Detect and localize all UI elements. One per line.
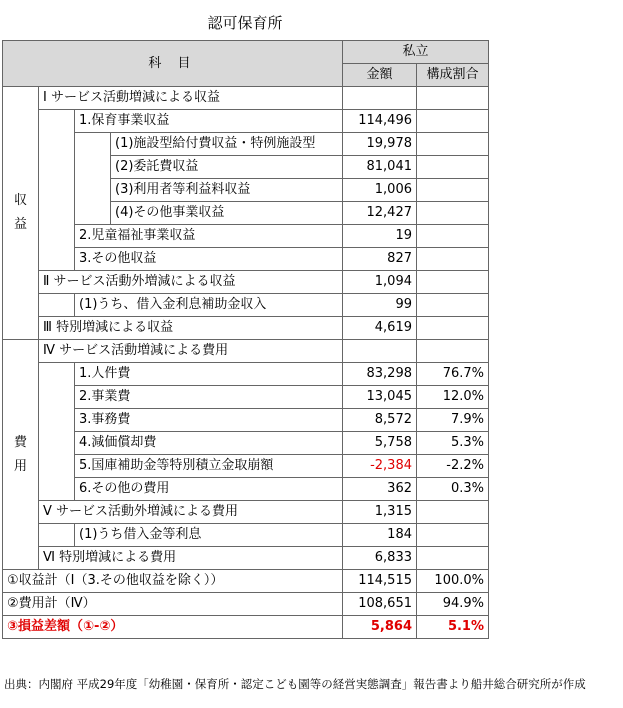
row-ratio [417, 110, 489, 133]
row-amount: 1,094 [343, 271, 417, 294]
row-ratio: 12.0% [417, 386, 489, 409]
row-ratio: 7.9% [417, 409, 489, 432]
row-amount: 1,006 [343, 179, 417, 202]
profit-difference-label: ③損益差額（①-②） [3, 616, 343, 639]
row-amount: 4,619 [343, 317, 417, 340]
row-amount: 362 [343, 478, 417, 501]
row-label: 3.その他収益 [75, 248, 343, 271]
row-amount: 19 [343, 225, 417, 248]
row-amount: 114,496 [343, 110, 417, 133]
total-row [3, 570, 489, 593]
row-ratio [417, 294, 489, 317]
row-ratio: 76.7% [417, 363, 489, 386]
row-label: (1)うち借入金等利息 [75, 524, 343, 547]
total-expense-ratio: 94.9% [417, 593, 489, 616]
table-row [3, 432, 489, 455]
table-row [3, 271, 489, 294]
row-amount: 1,315 [343, 501, 417, 524]
row-ratio [417, 501, 489, 524]
table-row [3, 455, 489, 478]
row-label: (3)利用者等利益料収益 [111, 179, 343, 202]
row-label: 2.事業費 [75, 386, 343, 409]
row-ratio [417, 547, 489, 570]
header-subject: 科 目 [3, 41, 343, 87]
row-label: 6.その他の費用 [75, 478, 343, 501]
row-amount: 13,045 [343, 386, 417, 409]
table-row [3, 340, 489, 363]
table-row [3, 478, 489, 501]
table-row [3, 110, 489, 133]
row-ratio [417, 248, 489, 271]
total-revenue-amount: 114,515 [343, 570, 417, 593]
source-note: 出典：内閣府 平成29年度「幼稚園・保育所・認定こども園等の経営実態調査」報告書より船井総合研究所が作成 [4, 677, 586, 691]
row-ratio [417, 225, 489, 248]
total-row [3, 616, 489, 639]
row-label: Ⅲ 特別増減による収益 [39, 317, 343, 340]
row-label: 2.児童福祉事業収益 [75, 225, 343, 248]
table-row [3, 363, 489, 386]
row-amount: 6,833 [343, 547, 417, 570]
row-label: (1)うち、借入金利息補助金収入 [75, 294, 343, 317]
row-ratio [417, 133, 489, 156]
category-revenue: 収 益 [3, 87, 39, 340]
table-row [3, 547, 489, 570]
row-amount: 827 [343, 248, 417, 271]
table-row [3, 225, 489, 248]
total-revenue-ratio: 100.0% [417, 570, 489, 593]
row-label: Ⅵ 特別増減による費用 [39, 547, 343, 570]
row-amount [343, 87, 417, 110]
total-expense-amount: 108,651 [343, 593, 417, 616]
row-ratio [417, 271, 489, 294]
row-amount: 83,298 [343, 363, 417, 386]
header-ratio: 構成割合 [417, 64, 489, 87]
table-row [3, 87, 489, 110]
table-row [3, 133, 489, 156]
row-amount: 81,041 [343, 156, 417, 179]
table-row [3, 524, 489, 547]
row-amount [343, 340, 417, 363]
table-row [3, 294, 489, 317]
table-row [3, 386, 489, 409]
row-label: 4.減価償却費 [75, 432, 343, 455]
total-revenue-label: ①収益計（Ⅰ（3.その他収益を除く）） [3, 570, 343, 593]
row-amount: 8,572 [343, 409, 417, 432]
row-ratio [417, 340, 489, 363]
row-ratio [417, 317, 489, 340]
table-row [3, 501, 489, 524]
row-ratio [417, 179, 489, 202]
row-amount: -2,384 [343, 455, 417, 478]
header-group: 私立 [343, 41, 489, 64]
row-amount: 5,758 [343, 432, 417, 455]
category-expense: 費 用 [3, 340, 39, 570]
row-label: 1.保育事業収益 [75, 110, 343, 133]
table-title: 認可保育所 [207, 14, 283, 32]
row-amount: 184 [343, 524, 417, 547]
table-row [3, 409, 489, 432]
row-ratio: 5.3% [417, 432, 489, 455]
header-amount: 金額 [343, 64, 417, 87]
row-ratio: -2.2% [417, 455, 489, 478]
row-label: 5.国庫補助金等特別積立金取崩額 [75, 455, 343, 478]
row-ratio [417, 524, 489, 547]
row-label: 3.事務費 [75, 409, 343, 432]
total-row [3, 593, 489, 616]
profit-difference-amount: 5,864 [343, 616, 417, 639]
row-amount: 12,427 [343, 202, 417, 225]
profit-difference-ratio: 5.1% [417, 616, 489, 639]
row-label: Ⅰ サービス活動増減による収益 [39, 87, 343, 110]
total-expense-label: ②費用計（Ⅳ） [3, 593, 343, 616]
table-row [3, 317, 489, 340]
row-amount: 99 [343, 294, 417, 317]
row-label: (2)委託費収益 [111, 156, 343, 179]
row-label: Ⅳ サービス活動増減による費用 [39, 340, 343, 363]
row-label: (4)その他事業収益 [111, 202, 343, 225]
row-label: Ⅱ サービス活動外増減による収益 [39, 271, 343, 294]
row-label: Ⅴ サービス活動外増減による費用 [39, 501, 343, 524]
table-row [3, 248, 489, 271]
financial-table [2, 40, 489, 639]
row-label: (1)施設型給付費収益・特例施設型 [111, 133, 343, 156]
row-ratio: 0.3% [417, 478, 489, 501]
row-ratio [417, 202, 489, 225]
row-ratio [417, 87, 489, 110]
row-ratio [417, 156, 489, 179]
row-label: 1.人件費 [75, 363, 343, 386]
row-amount: 19,978 [343, 133, 417, 156]
